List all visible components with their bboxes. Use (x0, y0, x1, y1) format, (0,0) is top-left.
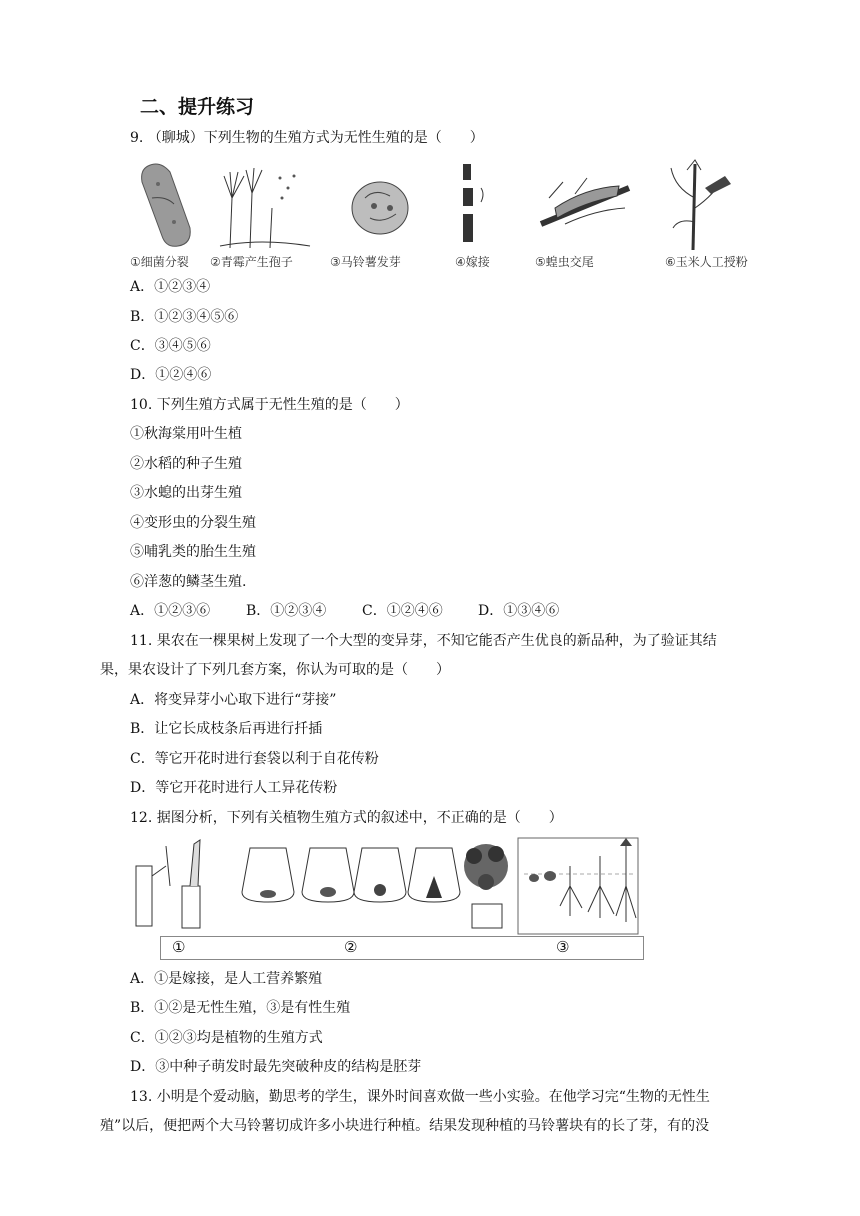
q10-stem: 10. 下列生殖方式属于无性生殖的是（ ） (130, 397, 409, 413)
q9-caption-2: ②青霉产生孢子 (210, 255, 293, 269)
q11-stem-line2: 果，果农设计了下列几套方案，你认为可取的是（ ） (100, 662, 450, 678)
q10-item-5: ⑤哺乳类的胎生生殖 (130, 544, 256, 560)
grafting-image (455, 158, 525, 272)
q11-option-d: D．等它开花时进行人工异花传粉 (130, 780, 338, 796)
q12-label-1: ① (172, 938, 186, 956)
q10-option-c: C．①②④⑥ (362, 603, 443, 619)
q9-caption-3: ③马铃薯发芽 (330, 255, 401, 269)
q10-option-d: D．①③④⑥ (478, 603, 560, 619)
q9-option-c: C．③④⑤⑥ (130, 338, 211, 354)
q10-option-b: B．①②③④ (246, 603, 327, 619)
q9-option-b: B．①②③④⑤⑥ (130, 309, 239, 325)
q9-option-d: D．①②④⑥ (130, 367, 212, 383)
q11-option-b: B．让它长成枝条后再进行扦插 (130, 721, 323, 737)
q13-line2: 殖”以后，便把两个大马铃薯切成许多小块进行种植。结果发现种植的马铃薯块有的长了芽，有的没 (100, 1118, 710, 1134)
q13-line1: 13. 小明是个爱动脑，勤思考的学生，课外时间喜欢做一些小实验。在他学习完“生物的无性生 (130, 1089, 710, 1105)
locust-mating-image (535, 158, 635, 272)
q12-label-3: ③ (556, 938, 570, 956)
q9-caption-5: ⑤蝗虫交尾 (535, 255, 594, 269)
q9-caption-1: ①细菌分裂 (130, 255, 189, 269)
section-title: 二、提升练习 (140, 96, 255, 118)
penicillium-spores-image (210, 158, 315, 272)
q10-option-a: A．①②③⑥ (130, 603, 211, 619)
q12-option-d: D．③中种子萌发时最先突破种皮的结构是胚芽 (130, 1059, 422, 1075)
q10-item-6: ⑥洋葱的鳞茎生殖. (130, 574, 247, 590)
q12-figure (130, 836, 645, 960)
q9-figure (130, 158, 755, 272)
corn-pollination-image (665, 158, 755, 272)
q12-option-a: A．①是嫁接，是人工营养繁殖 (130, 971, 323, 987)
q12-figure-label-bar (160, 936, 644, 960)
q10-item-4: ④变形虫的分裂生殖 (130, 515, 256, 531)
q10-item-2: ②水稻的种子生殖 (130, 456, 242, 472)
q11-option-a: A．将变异芽小心取下进行“芽接” (130, 692, 337, 708)
q9-option-a: A．①②③④ (130, 279, 211, 295)
potato-sprouting-image (330, 158, 425, 272)
q12-option-c: C．①②③均是植物的生殖方式 (130, 1030, 323, 1046)
bacteria-division-image (130, 158, 202, 272)
q10-item-1: ①秋海棠用叶生植 (130, 426, 242, 442)
q9-caption-4: ④嫁接 (455, 255, 490, 269)
q10-item-3: ③水螅的出芽生殖 (130, 485, 242, 501)
q11-stem-line1: 11. 果农在一棵果树上发现了一个大型的变异芽，不知它能否产生优良的新品种，为了验证其结 (130, 633, 717, 649)
q12-label-2: ② (344, 938, 358, 956)
q12-option-b: B．①②是无性生殖，③是有性生殖 (130, 1000, 351, 1016)
q12-stem: 12. 据图分析，下列有关植物生殖方式的叙述中，不正确的是（ ） (130, 810, 563, 826)
q9-caption-6: ⑥玉米人工授粉 (665, 255, 748, 269)
q11-option-c: C．等它开花时进行套袋以利于自花传粉 (130, 751, 379, 767)
q9-stem: 9. （聊城）下列生物的生殖方式为无性生殖的是（ ） (130, 130, 484, 146)
